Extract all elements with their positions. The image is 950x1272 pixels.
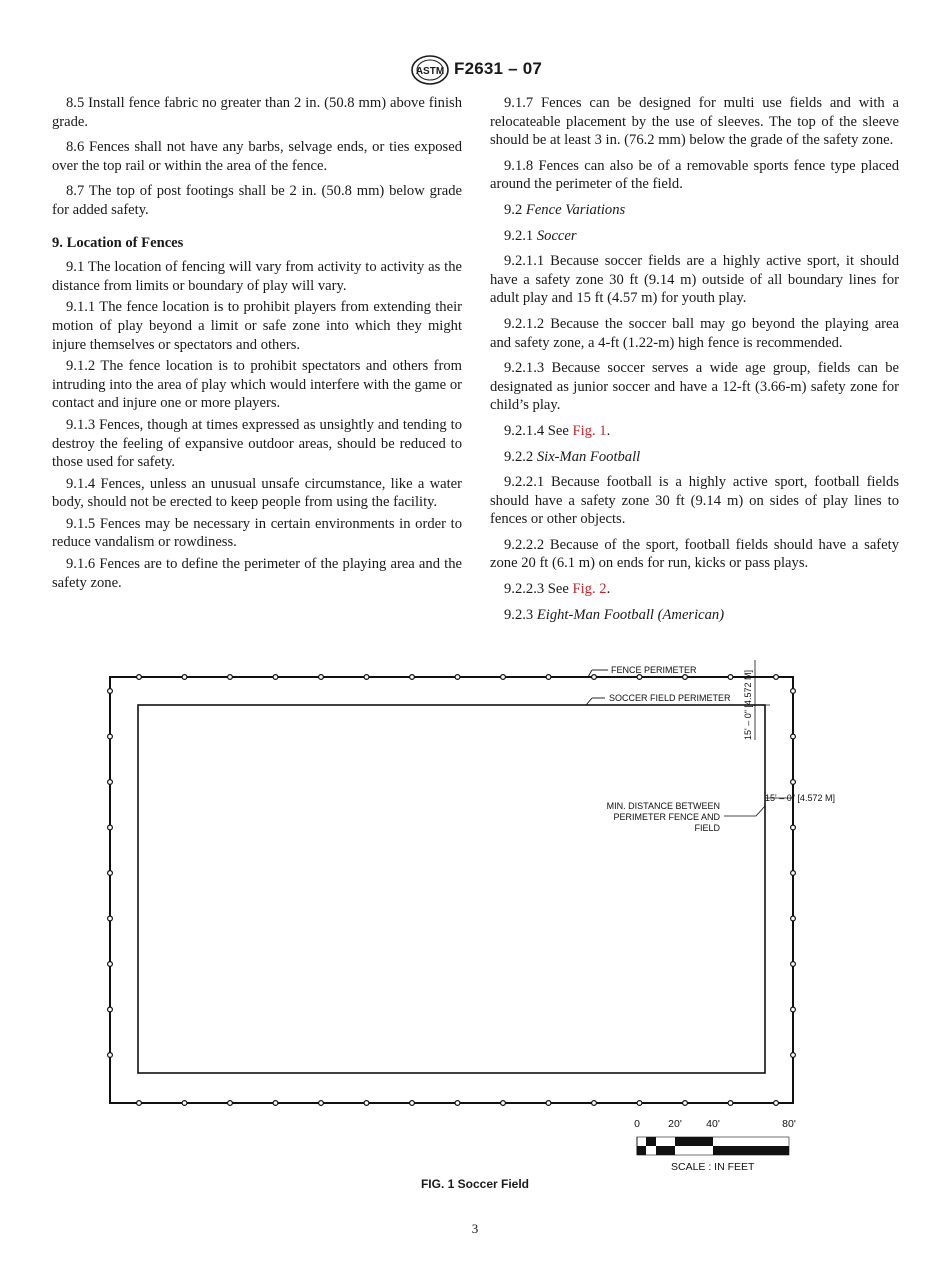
fence-post xyxy=(728,675,733,680)
paragraph-9-1-3: 9.1.3 Fences, though at times expressed as unsightly and tending to destroy the feeling of expansive outdoor areas, should be reduced to those used for safety. xyxy=(52,416,462,471)
paragraph-8-5: 8.5 Install fence fabric no greater than 2 in. (50.8 mm) above finish grade. xyxy=(52,95,462,130)
fence-post xyxy=(108,734,113,739)
fence-post xyxy=(108,1007,113,1012)
paragraph-9-2-1-4: 9.2.1.4 See Fig. 1. xyxy=(504,422,611,439)
scale-tick-80: 80' xyxy=(782,1118,796,1130)
vertical-dimension-label: 15' – 0" [4.572 M] xyxy=(743,670,753,740)
fence-post xyxy=(182,675,187,680)
field-perimeter-label: SOCCER FIELD PERIMETER xyxy=(609,693,731,703)
fence-perimeter xyxy=(110,677,793,1103)
fence-post xyxy=(364,675,369,680)
fence-post xyxy=(273,1101,278,1106)
paragraph-9-2-3: 9.2.3 Eight-Man Football (American) xyxy=(504,606,725,623)
fence-post xyxy=(455,675,460,680)
fence-post xyxy=(791,1053,796,1058)
document-number: F2631 – 07 xyxy=(454,59,543,78)
fence-post xyxy=(273,675,278,680)
fence-perimeter-label: FENCE PERIMETER xyxy=(611,665,697,675)
field-perimeter xyxy=(138,705,765,1073)
scale-tick-20: 20' xyxy=(668,1118,682,1130)
fence-post xyxy=(319,675,324,680)
paragraph-9-2-2-3: 9.2.2.3 See Fig. 2. xyxy=(504,581,611,598)
section-heading-9: 9. Location of Fences xyxy=(52,234,184,251)
astm-logo-icon xyxy=(411,55,449,85)
fence-posts xyxy=(108,675,796,1106)
fence-post xyxy=(592,675,597,680)
fig-1-link[interactable]: Fig. 1 xyxy=(572,422,607,439)
left-column xyxy=(52,94,462,595)
min-distance-line-3: FIELD xyxy=(694,823,720,833)
paragraph-9-1-6: 9.1.6 Fences are to define the perimeter of the playing area and the safety zone. xyxy=(52,556,462,591)
paragraph-9-1-7: 9.1.7 Fences can be designed for multi use fields and with a relocateable placement by the use of sleeves. The top of the sleeve should be at least 3 in. (76.2 mm) below the grade of the safety zone. xyxy=(490,95,899,149)
fence-post xyxy=(774,675,779,680)
fence-post xyxy=(108,871,113,876)
fence-post xyxy=(791,825,796,830)
horizontal-dimension-label: 15' – 0" [4.572 M] xyxy=(765,793,835,803)
paragraph-9-1-1: 9.1.1 The fence location is to prohibit players from extending their motion of play beyond a limit or safe zone into which they might injure themselves or spectators and others. xyxy=(52,299,462,353)
fence-post xyxy=(137,1101,142,1106)
fence-post xyxy=(137,675,142,680)
paragraph-9-2-1-3: 9.2.1.3 Because soccer serves a wide age group, fields can be designated as junior soccer and have a 12-ft (3.66-m) safety zone for child’s play. xyxy=(490,360,899,414)
fence-post xyxy=(791,916,796,921)
fence-post xyxy=(592,1101,597,1106)
fence-post xyxy=(501,675,506,680)
paragraph-9-2-1-1: 9.2.1.1 Because soccer fields are a highly active sport, it should have a safety zone 30 ft (9.14 m) outside of all boundary lines for adult play and 15 ft (4.57 m) for youth play. xyxy=(490,253,899,307)
fence-post xyxy=(791,871,796,876)
fence-post xyxy=(546,675,551,680)
right-column xyxy=(490,94,899,631)
fence-post xyxy=(728,1101,733,1106)
fence-post xyxy=(637,675,642,680)
paragraph-9-2-2-2: 9.2.2.2 Because of the sport, football fields should have a safety zone 20 ft (6.1 m) on ends for run, kicks or pass plays. xyxy=(490,536,899,572)
fence-post xyxy=(182,1101,187,1106)
scale-label: SCALE : IN FEET xyxy=(671,1161,755,1173)
fence-post xyxy=(455,1101,460,1106)
fence-post xyxy=(791,1007,796,1012)
fig-2-link[interactable]: Fig. 2 xyxy=(572,581,607,598)
paragraph-8-6: 8.6 Fences shall not have any barbs, selvage ends, or ties exposed over the top rail or within the area of the fence. xyxy=(52,139,462,174)
soccer-field-diagram xyxy=(0,640,950,1200)
paragraph-9-2-1: 9.2.1 Soccer xyxy=(504,227,577,244)
fence-post xyxy=(683,1101,688,1106)
fence-post xyxy=(319,1101,324,1106)
paragraph-9-1-5: 9.1.5 Fences may be necessary in certain environments in order to reduce vandalism or rowdiness. xyxy=(52,515,462,551)
page-number: 3 xyxy=(471,1221,479,1236)
fence-post xyxy=(774,1101,779,1106)
fence-post xyxy=(108,689,113,694)
fence-post xyxy=(791,689,796,694)
page-header xyxy=(0,55,950,83)
figure-caption: FIG. 1 Soccer Field xyxy=(420,1177,530,1191)
fence-post xyxy=(228,1101,233,1106)
paragraph-9-2: 9.2 Fence Variations xyxy=(504,201,626,218)
fence-post xyxy=(108,780,113,785)
paragraph-9-2-2-1: 9.2.2.1 Because football is a highly active sport, football fields should have a safety zone 30 ft (9.14 m) on sides of play lines to fences or other objects. xyxy=(490,474,899,528)
min-distance-line-2: PERIMETER FENCE AND xyxy=(613,812,720,822)
paragraph-9-1-2: 9.1.2 The fence location is to prohibit spectators and others from intruding into the area of play which would interfere with the game or contact and injure one or more players. xyxy=(52,358,462,412)
fence-post xyxy=(501,1101,506,1106)
fence-post xyxy=(546,1101,551,1106)
fence-post xyxy=(791,962,796,967)
fence-post xyxy=(410,675,415,680)
scale-bar xyxy=(634,1118,796,1173)
paragraph-9-2-2: 9.2.2 Six-Man Football xyxy=(504,448,641,465)
scale-tick-40: 40' xyxy=(706,1118,720,1130)
paragraph-8-7: 8.7 The top of post footings shall be 2 in. (50.8 mm) below grade for added safety. xyxy=(52,183,462,218)
fence-post xyxy=(108,1053,113,1058)
fence-post xyxy=(228,675,233,680)
paragraph-9-1-4: 9.1.4 Fences, unless an unusual unsafe circumstance, like a water body, should not be erected to keep people from using the facility. xyxy=(52,475,462,511)
paragraph-9-1: 9.1 The location of fencing will vary from activity to activity as the distance from limits or boundary of play will vary. xyxy=(52,259,462,294)
fence-post xyxy=(791,780,796,785)
fence-post xyxy=(637,1101,642,1106)
min-distance-line-1: MIN. DISTANCE BETWEEN xyxy=(606,801,720,811)
fence-post xyxy=(108,916,113,921)
scale-tick-0: 0 xyxy=(634,1118,640,1130)
fence-post xyxy=(410,1101,415,1106)
svg-text:ASTM: ASTM xyxy=(415,66,445,77)
fence-post xyxy=(683,675,688,680)
fence-post xyxy=(108,825,113,830)
paragraph-9-1-8: 9.1.8 Fences can also be of a removable sports fence type placed around the perimeter of the field. xyxy=(490,157,899,193)
fence-post xyxy=(364,1101,369,1106)
fence-post xyxy=(108,962,113,967)
paragraph-9-2-1-2: 9.2.1.2 Because the soccer ball may go beyond the playing area and safety zone, a 4-ft (1.22-m) high fence is recommended. xyxy=(490,315,899,351)
fence-post xyxy=(791,734,796,739)
